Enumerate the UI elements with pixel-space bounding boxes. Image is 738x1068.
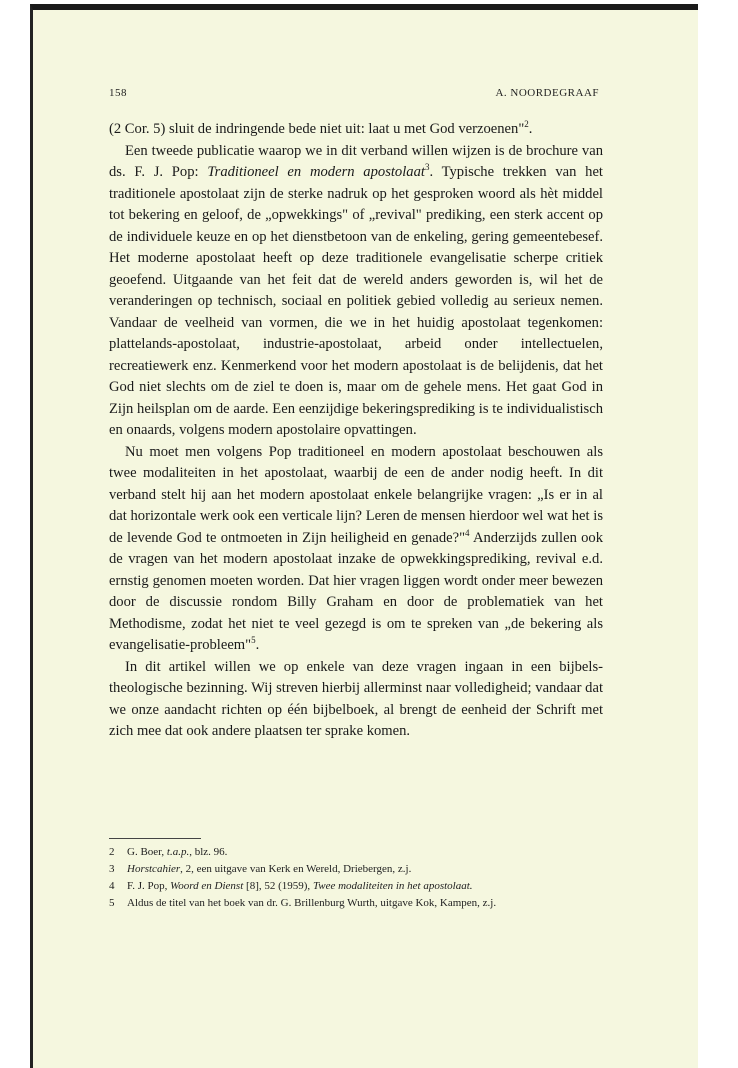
footnote: 5 Aldus de titel van het boek van dr. G. Brillenburg Wurth, uitgave Kok, Kampen, z.j.	[109, 897, 497, 909]
footnote-ref-2: 2	[524, 119, 529, 130]
paragraph-3: Nu moet men volgens Pop traditioneel en modern apostolaat beschouwen als twee modaliteiten in het apostolaat, waarbij de een de ander nodig heeft. In dit verband stelt hij aan het modern apostolaat enkele belangrijke vragen: „Is er in al dat horizontale werk ook een verticale lijn? Leren de mensen hierdoor wel wat het is de levende God te ontmoeten in Zijn heiligheid en genade?"$^4$ Anderzijds zullen ook de vragen van het modern apostolaat inzake de opwekkingsprediking, revival e.d. ernstig genomen moeten worden. Dat hier vragen liggen wordt onder meer bewezen door de discussie rondom Billy Graham en door de problematiek van het Methodisme, zodat het niet te veel gezegd is om te spreken van „de bekering als evangelisatie-probleem"$^5$.	[109, 443, 603, 653]
body-text	[109, 119, 603, 743]
footnote: 4 F. J. Pop, Woord en Dienst [8], 52 (1959), Twee modaliteiten in het apostolaat.	[109, 880, 473, 892]
footnotes	[109, 844, 603, 912]
footnote: 2 G. Boer, t.a.p., blz. 96.	[109, 846, 228, 858]
paragraph-2: Een tweede publicatie waarop we in dit verband willen wijzen is de brochure van ds. F. J. Pop: Traditioneel en modern apostolaat$^3$. Typische trekken van het traditionele apostolaat zijn de sterke nadruk op het gesproken woord als hèt middel tot bekering en geloof, de „opwekkings" of „revival" prediking, een sterk accent op de individuele keuze en op het dienstbetoon van de enkeling, gering gemeentebesef. Het moderne apostolaat heeft op deze traditionele evangelisatie scherpe critiek geoefend. Uitgaande van het feit dat de wereld anders geworden is, wil het de veranderingen op technisch, sociaal en politiek gebied volledig au serieux nemen. Vandaar de veelheid van vormen, die we in het huidig apostolaat tegenkomen: plattelands-apostolaat, industrie-apostolaat, arbeid onder intellectuelen, recreatiewerk enz. Kenmerkend voor het modern apostolaat is de belijdenis, dat het God niet slechts om de ziel te doen is, maar om de gehele mens. Het gaat God in Zijn heilsplan om de aarde. Een eenzijdige bekeringsprediking is te individualistisch en onaards, volgens modern apostolaire opvattingen.	[109, 142, 603, 438]
footnote-ref-4: 4	[465, 527, 470, 538]
paragraph-4: In dit artikel willen we op enkele van deze vragen ingaan in een bijbels-theologische bezinning. Wij streven hierbij allerminst naar volledigheid; vandaar dat we onze aandacht richten op één bijbelboek, al brengt de eenheid der Schrift met zich mee dat ook andere plaatsen ter sprake komen.	[109, 658, 603, 739]
footnote-ref-3: 3	[424, 162, 430, 173]
footnote-ref-5: 5	[251, 635, 256, 646]
footnote-divider	[109, 838, 201, 839]
footnote: 3 Horstcahier, 2, een uitgave van Kerk en Wereld, Driebergen, z.j.	[109, 863, 412, 875]
brochure-title: Traditioneel en modern apostolaat	[207, 164, 425, 180]
page-number: 158	[109, 87, 127, 99]
running-author: A. NOORDEGRAAF	[495, 87, 599, 99]
paragraph-1: (2 Cor. 5) sluit de indringende bede niet uit: laat u met God verzoenen"$^2$.	[109, 119, 533, 137]
